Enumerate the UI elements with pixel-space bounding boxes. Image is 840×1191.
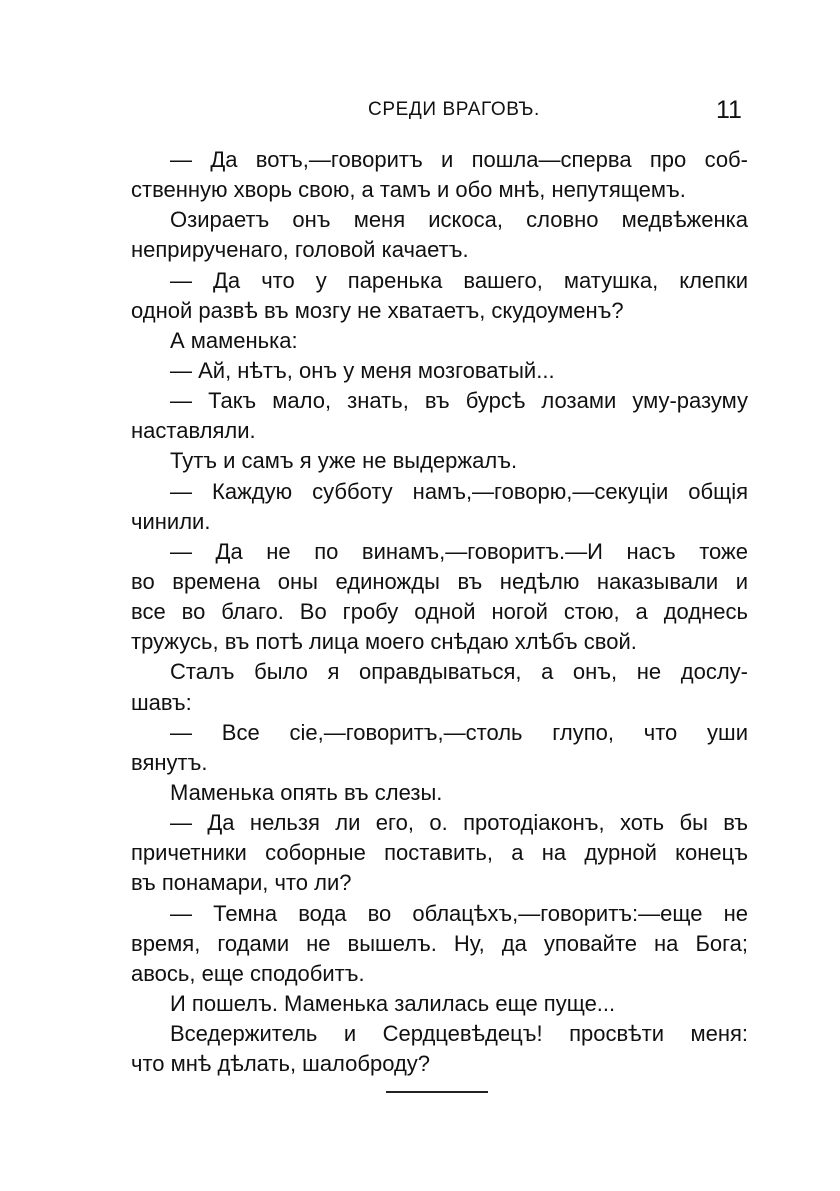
text-line: шавъ: (131, 689, 192, 715)
text-line: Тутъ и самъ я уже не выдержалъ. (170, 448, 518, 474)
text-line: тружусь, въ потѣ лица моего снѣдаю хлѣбъ свой. (131, 629, 637, 655)
text-line: наставляли. (131, 418, 256, 444)
text-line: авось, еще сподобитъ. (131, 960, 365, 986)
page-number: 11 (716, 96, 742, 124)
text-line: въ понамари, что ли? (131, 870, 352, 896)
text-line: Озираетъ онъ меня искоса, словно медвѣженка (170, 207, 748, 233)
text-line: Вседержитель и Сердцевѣдецъ! просвѣти меня: (170, 1021, 748, 1047)
body-text (131, 145, 748, 1079)
text-line: все во благо. Во гробу одной ногой стою, а доднесь (131, 599, 748, 625)
text-line: И пошелъ. Маменька залилась еще пуще... (170, 990, 616, 1016)
text-line: — Да что у паренька вашего, матушка, клепки (170, 267, 748, 293)
running-head (0, 94, 840, 126)
text-line: чинили. (131, 508, 211, 534)
text-line: что мнѣ дѣлать, шалоброду? (131, 1051, 431, 1077)
text-line: — Темна вода во облацѣхъ,—говоритъ:—еще не (170, 900, 748, 926)
text-line: неприрученаго, головой качаетъ. (131, 237, 469, 263)
text-line: — Да не по винамъ,—говоритъ.—И насъ тоже (170, 538, 748, 564)
text-line: Маменька опять въ слезы. (170, 779, 443, 805)
text-line: — Такъ мало, знать, въ бурсѣ лозами уму-разуму (170, 388, 748, 414)
text-line: — Ай, нѣтъ, онъ у меня мозговатый... (170, 357, 555, 383)
running-title: СРЕДИ ВРАГОВЪ. (368, 99, 540, 120)
closing-rule (386, 1091, 488, 1093)
text-line: причетники соборные поставить, а на дурной конецъ (131, 840, 748, 866)
text-line: во времена оны единожды въ недѣлю наказывали и (131, 568, 748, 594)
text-line: — Да вотъ,—говоритъ и пошла—сперва про соб- (170, 147, 748, 172)
text-line: — Каждую субботу намъ,—говорю,—секуціи общія (170, 478, 748, 504)
text-line: А маменька: (170, 327, 298, 353)
text-line: Сталъ было я оправдываться, а онъ, не дослу- (170, 659, 748, 685)
text-line: время, годами не вышелъ. Ну, да уповайте на Бога; (131, 930, 748, 956)
text-line: — Все сіе,—говоритъ,—столь глупо, что уши (170, 719, 748, 745)
text-line: вянутъ. (131, 749, 208, 775)
text-line: — Да нельзя ли его, о. протодіаконъ, хоть бы въ (170, 810, 748, 836)
text-line: ственную хворь свою, а тамъ и обо мнѣ, непутящемъ. (131, 177, 686, 203)
text-line: одной развѣ въ мозгу не хватаетъ, скудоуменъ? (131, 297, 624, 323)
